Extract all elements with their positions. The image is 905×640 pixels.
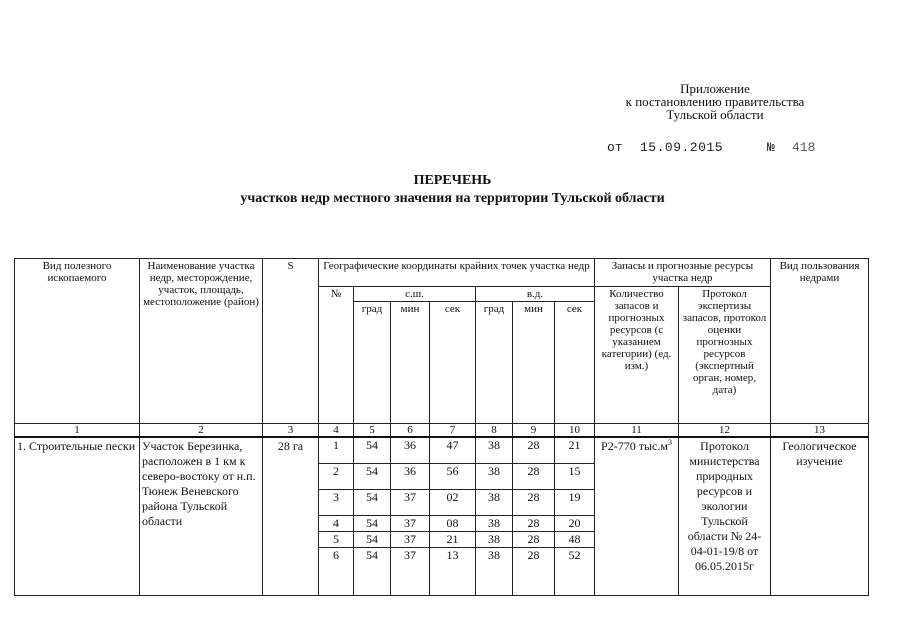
lon-degrees: 38 <box>476 531 513 547</box>
column-number: 8 <box>476 424 513 438</box>
table-row <box>15 437 869 463</box>
header-lon-seconds: сек <box>555 302 595 424</box>
lon-degrees: 38 <box>476 463 513 489</box>
header-usage-type: Вид пользования недрами <box>771 259 869 424</box>
lon-seconds: 15 <box>555 463 595 489</box>
lon-minutes: 28 <box>513 437 555 463</box>
expert-protocol-cell: Протокол министерства природных ресурсов и экологии Тульской области № 24-04-01-19/8 от 06.05.2015г <box>679 437 771 595</box>
lat-seconds: 47 <box>430 437 476 463</box>
lon-seconds: 48 <box>555 531 595 547</box>
header-lon-minutes: мин <box>513 302 555 424</box>
column-number: 6 <box>391 424 430 438</box>
mineral-type-cell: 1. Строительные пески <box>15 437 140 595</box>
area-cell: 28 га <box>263 437 319 595</box>
column-number: 4 <box>319 424 354 438</box>
lon-minutes: 28 <box>513 463 555 489</box>
header-row-top <box>15 259 869 287</box>
column-number: 2 <box>140 424 263 438</box>
point-number: 2 <box>319 463 354 489</box>
lat-minutes: 37 <box>391 515 430 531</box>
document-subheading: участков недр местного значения на территории Тульской области <box>240 191 665 206</box>
lat-seconds: 56 <box>430 463 476 489</box>
point-number: 3 <box>319 489 354 515</box>
lat-seconds: 08 <box>430 515 476 531</box>
lat-degrees: 54 <box>354 489 391 515</box>
header-lat-degrees: град <box>354 302 391 424</box>
column-number: 1 <box>15 424 140 438</box>
document-heading: ПЕРЕЧЕНЬ <box>413 173 492 188</box>
site-description-cell: Участок Березинка, расположен в 1 км к северо-востоку от н.п. Тюнеж Веневского района Тульской области <box>140 437 263 595</box>
header-point-number: № <box>319 287 354 424</box>
appendix-header <box>590 82 840 121</box>
lat-minutes: 37 <box>391 489 430 515</box>
subsoil-sites-table <box>14 258 869 596</box>
point-number: 5 <box>319 531 354 547</box>
column-number: 5 <box>354 424 391 438</box>
appendix-region: Тульской области <box>666 107 764 122</box>
lat-minutes: 37 <box>391 547 430 595</box>
lat-degrees: 54 <box>354 531 391 547</box>
lon-seconds: 19 <box>555 489 595 515</box>
column-number: 3 <box>263 424 319 438</box>
lon-seconds: 20 <box>555 515 595 531</box>
column-number: 10 <box>555 424 595 438</box>
resolution-date: 15.09.2015 <box>640 140 724 155</box>
header-area: S <box>263 259 319 424</box>
date-prefix: от <box>607 140 623 155</box>
lon-seconds: 21 <box>555 437 595 463</box>
resolution-number: 418 <box>792 140 816 155</box>
lat-seconds: 13 <box>430 547 476 595</box>
lat-minutes: 36 <box>391 463 430 489</box>
lat-degrees: 54 <box>354 547 391 595</box>
point-number: 1 <box>319 437 354 463</box>
lon-seconds: 52 <box>555 547 595 595</box>
column-number-row <box>15 424 869 438</box>
lon-degrees: 38 <box>476 547 513 595</box>
column-number: 7 <box>430 424 476 438</box>
number-sign: № <box>767 140 775 155</box>
header-reserves-quantity: Количество запасов и прогнозных ресурсов (с указанием категории) (ед. изм.) <box>595 287 679 424</box>
column-number: 12 <box>679 424 771 438</box>
header-expert-protocol: Протокол экспертизы запасов, протокол оценки прогнозных ресурсов (экспертный орган, номер, дата) <box>679 287 771 424</box>
lat-degrees: 54 <box>354 515 391 531</box>
header-lon-degrees: град <box>476 302 513 424</box>
column-number: 13 <box>771 424 869 438</box>
lat-seconds: 21 <box>430 531 476 547</box>
lat-minutes: 36 <box>391 437 430 463</box>
header-mineral-type: Вид полезного ископаемого <box>15 259 140 424</box>
usage-type-cell: Геологическое изучение <box>771 437 869 595</box>
lat-seconds: 02 <box>430 489 476 515</box>
point-number: 4 <box>319 515 354 531</box>
lon-minutes: 28 <box>513 547 555 595</box>
appendix-title: Приложение <box>680 81 750 96</box>
lat-minutes: 37 <box>391 531 430 547</box>
lon-degrees: 38 <box>476 437 513 463</box>
lon-minutes: 28 <box>513 531 555 547</box>
header-longitude: в.д. <box>476 287 595 302</box>
lon-degrees: 38 <box>476 489 513 515</box>
point-number: 6 <box>319 547 354 595</box>
column-number: 9 <box>513 424 555 438</box>
reserves-unit-superscript: 3 <box>667 438 672 447</box>
reserves-value: Р2-770 тыс.м <box>601 439 668 453</box>
header-lat-minutes: мин <box>391 302 430 424</box>
header-lat-seconds: сек <box>430 302 476 424</box>
header-geo-coordinates: Географические координаты крайних точек участка недр <box>319 259 595 287</box>
lon-minutes: 28 <box>513 489 555 515</box>
lat-degrees: 54 <box>354 463 391 489</box>
header-latitude: с.ш. <box>354 287 476 302</box>
lon-degrees: 38 <box>476 515 513 531</box>
header-reserves: Запасы и прогнозные ресурсы участка недр <box>595 259 771 287</box>
column-number: 11 <box>595 424 679 438</box>
appendix-resolution: к постановлению правительства <box>625 94 805 109</box>
header-site-name: Наименование участка недр, месторождение, участок, площадь, местоположение (район) <box>140 259 263 424</box>
lat-degrees: 54 <box>354 437 391 463</box>
lon-minutes: 28 <box>513 515 555 531</box>
reserves-quantity-cell <box>595 437 679 595</box>
